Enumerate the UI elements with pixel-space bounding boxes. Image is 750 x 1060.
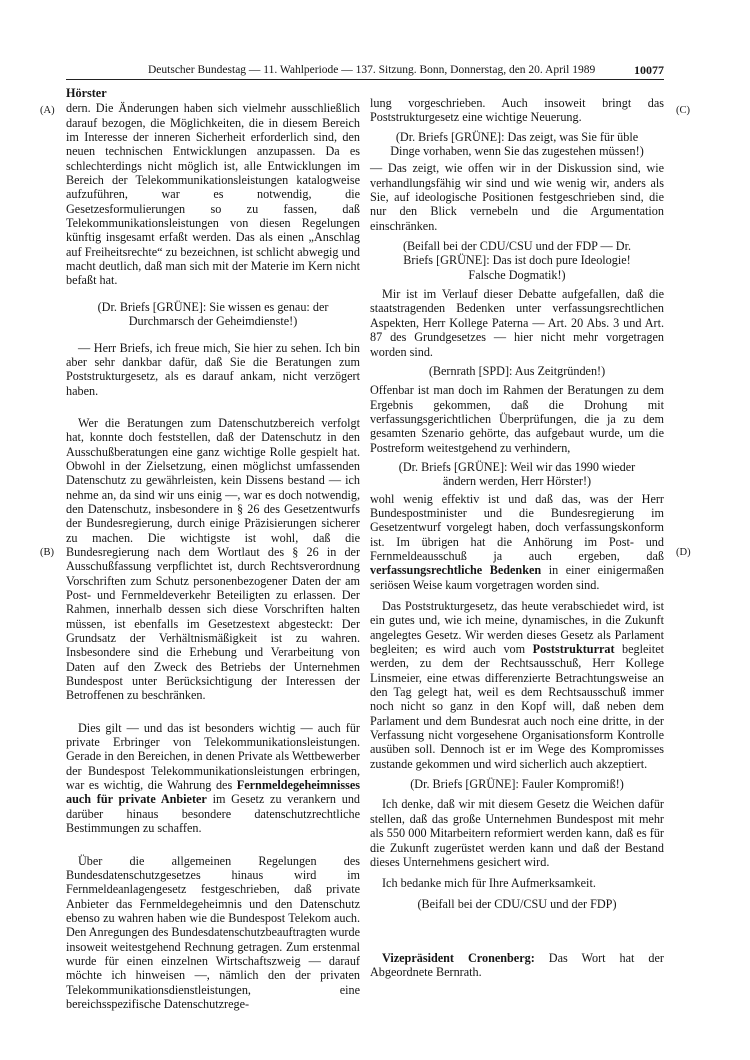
bold-phrase: Poststrukturrat xyxy=(532,642,615,657)
header-rule xyxy=(66,79,664,80)
speaker-name: Hörster xyxy=(66,86,107,100)
paragraph: Ich bedanke mich für Ihre Aufmerksamkeit. xyxy=(382,876,596,891)
paragraph: — Das zeigt, wie offen wir in der Diskussion sind, wie verhandlungsfähig wir sind und wie wenig wir, anders als Sie, auf ideologische Positionen festgeschrieben sind, die nur den Blick vernebeln und die Argumentation einschränken. xyxy=(370,161,664,233)
vizepraesident-name: Vizepräsident Cronenberg: xyxy=(382,950,535,965)
page-number: 10077 xyxy=(634,63,664,77)
bold-phrase: Fernmeldegeheimnisses auch für private Anbieter xyxy=(66,778,360,807)
margin-marker-d: (D) xyxy=(676,547,691,558)
paragraph: Mir ist im Verlauf dieser Debatte aufgefallen, daß die staatstragenden Bedenken unter verfassungsrechtlichen Aspekten, Herr Kollege Paterna — Art. 20 Abs. 3 und Art. 87 des Grundgesetzes — hier nicht mehr vorgetragen worden sind. xyxy=(370,287,664,359)
interjection: (Beifall bei der CDU/CSU und der FDP — Dr. Briefs [GRÜNE]: Das ist doch pure Ideologie! Falsche Dogmatik!) xyxy=(402,239,632,282)
interjection: (Dr. Briefs [GRÜNE]: Sie wissen es genau: der Durchmarsch der Geheimdienste!) xyxy=(97,299,329,329)
interjection: (Dr. Briefs [GRÜNE]: Fauler Kompromiß!) xyxy=(410,777,624,792)
page-header xyxy=(148,62,664,78)
paragraph: Wer die Beratungen zum Datenschutzbereich verfolgt hat, konnte doch feststellen, daß der Datenschutz in den Ausschußberatungen eine ganz wichtige Rolle gespielt hat. Obwohl in der Zielsetzung, einen möglichst umfassenden Datenschutz zu gewährleisten, kein Dissens bestand — ich nehme an, da sind wir uns einig —, war es doch notwendig, den Datenschutz, insbesondere in § 26 des Gesetzentwurfs der Bundesregierung, durch einige Präzisierungen sicherer zu machen. Die wichtigste ist wohl, daß die Bundesregierung nach dem Wortlaut des § 26 in der Ausschußfassung verpflichtet ist, durch Rechtsverordnung Vorschriften zum Schutz personenbezogener Daten der am Post- und Fernmeldeverkehr Beteiligten zu erlassen. Der Rahmen, innerhalb dessen sich diese Vorschriften halten müssen, ist ebenfalls im Gesetzestext abgesteckt: Der Grundsatz der Verhältnismäßigkeit ist zu wahren. Insbesondere sind die Erhebung und Verarbeitung von Daten auf den Zweck des Betriebs der Unternehmen Bundespost unter Berücksichtigung der Interessen der Betroffenen zu beschränken. xyxy=(66,415,360,703)
paragraph: Ich denke, daß wir mit diesem Gesetz die Weichen dafür stellen, daß das große Unternehmen Bundespost mit mehr als 550 000 Mitarbeitern reformiert werden kann, daß es für die Zukunft zugerüstet werden kann und daß der Bestand dieses Unternehmens gesichert wird. xyxy=(370,797,664,869)
interjection: (Dr. Briefs [GRÜNE]: Weil wir das 1990 wieder ändern werden, Herr Hörster!) xyxy=(398,459,636,489)
header-title: Deutscher Bundestag — 11. Wahlperiode — 137. Sitzung. Bonn, Donnerstag, den 20. April 1989 xyxy=(148,64,596,76)
paragraph: Das Poststrukturgesetz, das heute verabschiedet wird, ist ein gutes und, wie ich meine, dynamisches, in die Zukunft angelegtes Gesetz. Wir werden dieses Gesetz als Parlament begleiten; es wird auch vom Poststrukturrat begleitet werden, zu dem der Rechtsausschuß, Herr Kollege Linsmeier, eine etwas differenzierte Betrachtungsweise an den Tag gelegt hat, weil es dem Rechtsausschuß immer noch nicht so ganz in den Kopf will, daß neben dem Parlament und dem Bundesrat auch noch eine dritte, in der Verfassung nicht vorgesehene Organisationsform Kontrolle ausüben soll. Dennoch ist er im Wege des Kompromisses zustande gekommen und wird sicherlich auch akzeptiert. xyxy=(370,599,664,771)
interjection: (Beifall bei der CDU/CSU und der FDP) xyxy=(417,896,617,911)
right-column xyxy=(370,96,664,980)
paragraph: wohl wenig effektiv ist und daß das, was der Herr Bundespostminister und die Bundesregierung im Gesetzentwurf vorgelegt haben, doch verfassungskonform ist. Im übrigen hat die Anhörung im Post- und Fernmeldeausschuß ja auch ergeben, daß verfassungsrechtliche Bedenken in einer einigermaßen seriösen Weise kaum vorgetragen worden sind. xyxy=(370,491,664,592)
left-column xyxy=(66,86,360,1011)
bold-phrase: verfassungsrechtliche Bedenken xyxy=(370,563,542,578)
margin-marker-b: (B) xyxy=(40,547,54,558)
margin-marker-c: (C) xyxy=(676,105,690,116)
interjection: (Bernrath [SPD]: Aus Zeitgründen!) xyxy=(428,363,606,378)
paragraph: Über die allgemeinen Regelungen des Bundesdatenschutzgesetzes hinaus wird im Fernmeldeanlagengesetz festgeschrieben, daß private Anbieter das Fernmeldegeheimnis und den Datenschutz ebenso zu wahren haben wie die Bundespost Telekom auch. Den Anregungen des Bundesdatenschutzbeauftragten wurde insoweit weitestgehend Rechnung getragen. Zum erstenmal wurde für einen einzelnen Wirtschaftszweig — darauf möchte ich hinweisen —, nämlich den der privaten Telekommunikationsdienstleistungen, eine bereichsspezifische Datenschutzrege- xyxy=(66,853,360,1011)
margin-marker-a: (A) xyxy=(40,105,55,116)
paragraph: Vizepräsident Cronenberg: Das Wort hat der Abgeordnete Bernrath. xyxy=(370,950,664,980)
paragraph: lung vorgeschrieben. Auch insoweit bringt das Poststrukturgesetz eine wichtige Neuerung. xyxy=(370,96,664,125)
paragraph: dern. Die Änderungen haben sich vielmehr ausschließlich darauf bezogen, die Möglichkeiten, die in diesem Bereich im Interesse der inneren Sicherheit erforderlich sind, den neuen technischen Entwicklungen anzupassen. Da es schlechterdings nicht möglich ist, alle Entwicklungen im Bereich der Telekommunikationsleistungen katalogweise aufzuführen, war es notwendig, die Gesetzesformulierungen so zu fassen, daß Telekommunikationsleistungen von diesen Regelungen künftig insgesamt erfaßt werden. Das als einen „Anschlag auf Freiheitsrechte“ zu bezeichnen, ist schlicht abwegig und macht deutlich, daß man sich mit der Materie im Kern nicht befaßt hat. xyxy=(66,101,360,288)
paragraph: Offenbar ist man doch im Rahmen der Beratungen zu dem Ergebnis gekommen, daß die Drohung mit verfassungsgerichtlichen Überprüfungen, die ja zu dem gesamten Szenario gehörte, das aufgebaut wurde, um die Postreform weitestgehend zu verhindern, xyxy=(370,383,664,455)
paragraph: — Herr Briefs, ich freue mich, Sie hier zu sehen. Ich bin aber sehr dankbar dafür, daß Sie die Beratungen zum Poststrukturgesetz, als es darauf ankam, nicht verzögert haben. xyxy=(66,340,360,398)
interjection: (Dr. Briefs [GRÜNE]: Das zeigt, was Sie für üble Dinge vorhaben, wenn Sie das zugestehen müssen!) xyxy=(390,129,644,159)
paragraph: Dies gilt — und das ist besonders wichtig — auch für private Erbringer von Telekommunikationsleistungen. Gerade in den Bereichen, in denen Private als Wettbewerber der Bundespost Telekommunikationsleistungen erbringen, war es wichtig, die Wahrung des Fernmeldegeheimnisses auch für private Anbieter im Gesetz zu verankern und darüber hinaus besondere datenschutzrechtliche Bestimmungen zu schaffen. xyxy=(66,720,361,836)
